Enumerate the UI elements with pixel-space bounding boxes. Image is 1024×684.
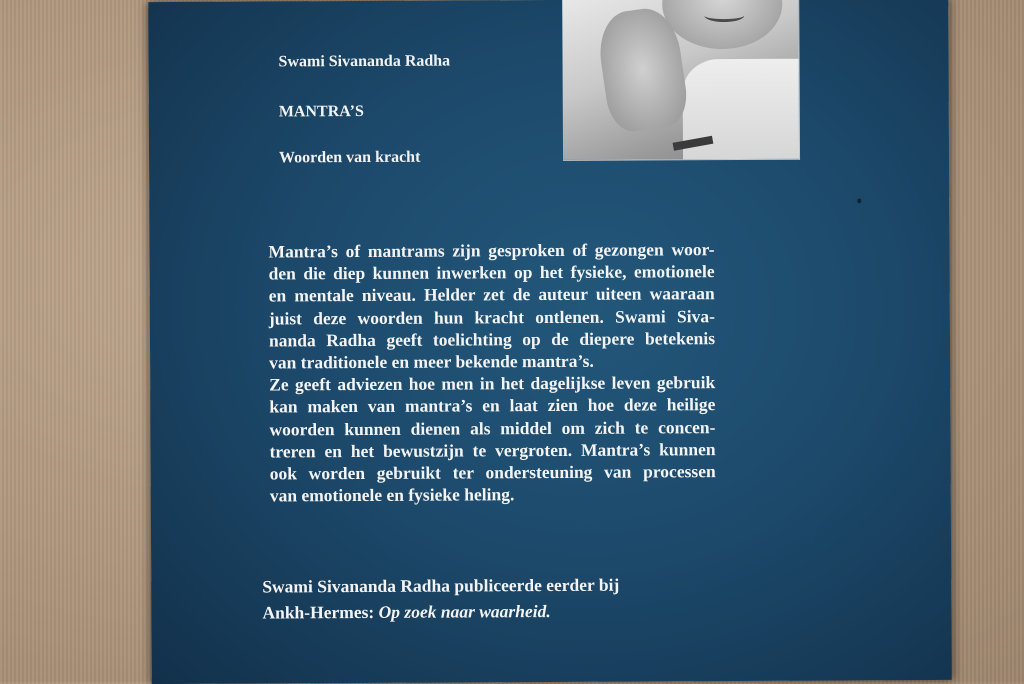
author-photo: [562, 0, 800, 161]
blurb-line: van emotionele en fysieke heling.: [269, 484, 515, 506]
blurb-line: treren en het bewustzijn te vergroten. Mantra’s kunnen: [269, 438, 716, 462]
blurb-line: ook worden gebruikt ter ondersteuning van processen: [269, 461, 716, 484]
blurb-line: den die diep kunnen inwerken op het fysieke, emotionele: [268, 261, 715, 284]
blurb-line: en mentale niveau. Helder zet de auteur uiteen waaraan: [268, 283, 715, 306]
author-name: Swami Sivananda Radha: [278, 52, 451, 71]
previous-book-title: Op zoek naar waarheid.: [378, 601, 551, 622]
blurb-line: nanda Radha geeft toelichting op de diepere betekenis: [268, 327, 716, 351]
blurb-text: [268, 238, 715, 507]
publisher-note-line2: [262, 598, 619, 626]
book-back-cover: [148, 0, 952, 684]
blurb-line: juist deze woorden hun kracht ontlenen. Swami Siva-: [268, 305, 715, 329]
publisher-name: Ankh-Hermes:: [262, 601, 379, 623]
blurb-line: Ze geeft adviezen hoe men in het dagelijkse leven gebruik: [269, 372, 716, 395]
photo-face: [662, 0, 782, 49]
book-subtitle: Woorden van kracht: [278, 148, 421, 167]
book-title: MANTRA’S: [278, 102, 364, 121]
publisher-note: [262, 572, 619, 626]
blurb-line: van traditionele en meer bekende mantra’s.: [269, 350, 594, 373]
publisher-note-line1: Swami Sivananda Radha publiceerde eerder bij: [262, 574, 620, 597]
blurb-line: woorden kunnen dienen als middel om zich te concen-: [269, 416, 716, 440]
blurb-line: kan maken van mantra’s en laat zien hoe deze heilige: [269, 394, 716, 417]
blurb-line: Mantra’s of mantrams zijn gesproken of gezongen woor-: [268, 239, 715, 262]
cover-speck: [857, 198, 861, 203]
